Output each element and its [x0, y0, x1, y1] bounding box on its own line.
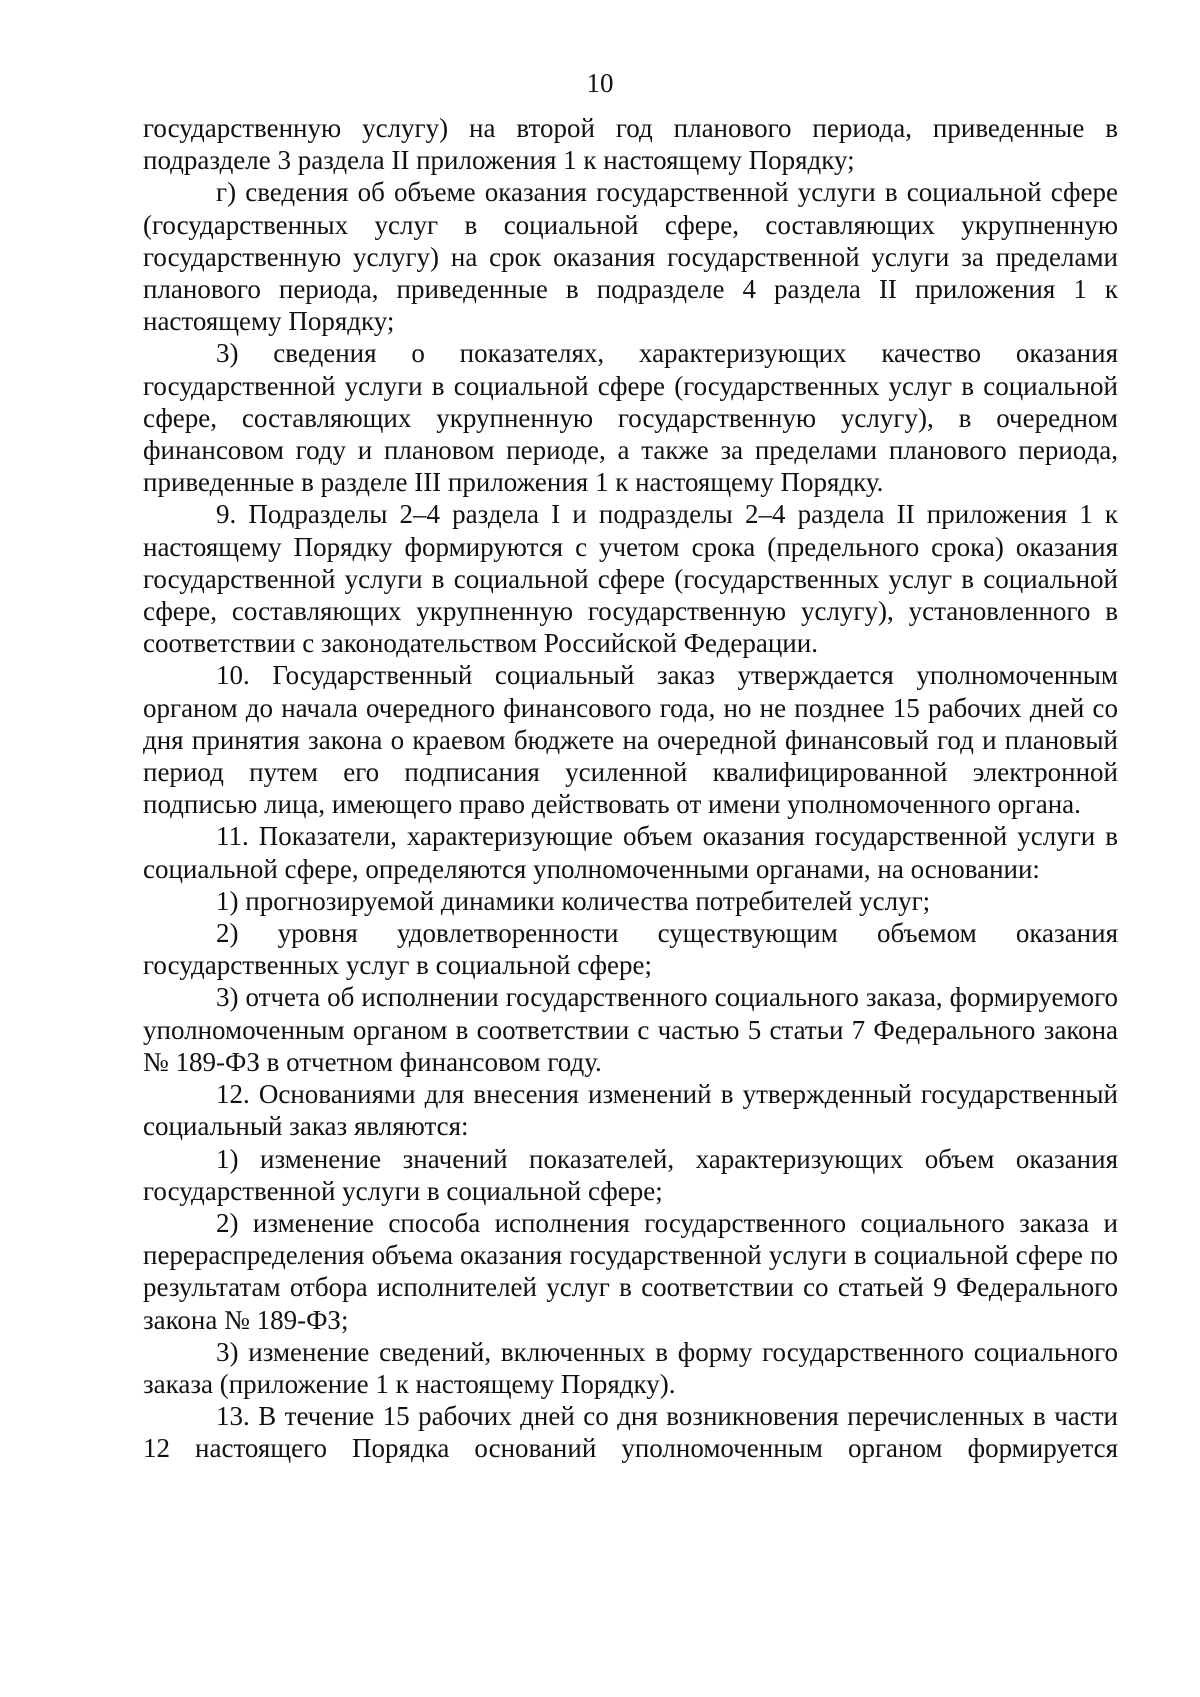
- paragraph-item-3-quality: 3) сведения о показателях, характеризующих качество оказания государственной услуги в социальной сфере (государственных услуг в социальной сфере, составляющих укрупненную государственную услугу), в очередном финансовом году и плановом периоде, а также за пределами планового периода, приведенные в разделе III приложения 1 к настоящему Порядку.: [143, 338, 1118, 498]
- paragraph-clause-11: 11. Показатели, характеризующие объем оказания государственной услуги в социальной сфере, определяются уполномоченными органами, на основании:: [143, 821, 1118, 884]
- paragraph-clause-9: 9. Подразделы 2–4 раздела I и подразделы 2–4 раздела II приложения 1 к настоящему Порядку формируются с учетом срока (предельного срока) оказания государственной услуги в социальной сфере (государственных услуг в социальной сфере, составляющих укрупненную государственную услугу), установленного в соответствии с законодательством Российской Федерации.: [143, 499, 1118, 659]
- paragraph-clause-12-item-1: 1) изменение значений показателей, характеризующих объем оказания государственной услуги в социальной сфере;: [143, 1143, 1118, 1206]
- paragraph-clause-10: 10. Государственный социальный заказ утверждается уполномоченным органом до начала очередного финансового года, но не позднее 15 рабочих дней со дня принятия закона о краевом бюджете на очередной финансовый год и плановый период путем его подписания усиленной квалифицированной электронной подписью лица, имеющего право действовать от имени уполномоченного органа.: [143, 660, 1118, 820]
- paragraph-clause-11-item-2: 2) уровня удовлетворенности существующим объемом оказания государственных услуг в социальной сфере;: [143, 918, 1118, 981]
- paragraph-clause-12: 12. Основаниями для внесения изменений в утвержденный государственный социальный заказ являются:: [143, 1079, 1118, 1142]
- paragraph-clause-12-item-3: 3) изменение сведений, включенных в форму государственного социального заказа (приложение 1 к настоящему Порядку).: [143, 1336, 1118, 1399]
- paragraph-continuation: государственную услугу) на второй год планового периода, приведенные в подразделе 3 раздела II приложения 1 к настоящему Порядку;: [143, 113, 1118, 176]
- document-body: [143, 112, 1118, 1465]
- paragraph-clause-13: 13. В течение 15 рабочих дней со дня возникновения перечисленных в части 12 настоящего Порядка оснований уполномоченным органом формируется: [143, 1401, 1118, 1464]
- paragraph-clause-11-item-3: 3) отчета об исполнении государственного социального заказа, формируемого уполномоченным органом в соответствии с частью 5 статьи 7 Федерального закона № 189-ФЗ в отчетном финансовом году.: [143, 982, 1118, 1077]
- paragraph-clause-11-item-1: 1) прогнозируемой динамики количества потребителей услуг;: [216, 885, 931, 916]
- paragraph-clause-12-item-2: 2) изменение способа исполнения государственного социального заказа и перераспределения объема оказания государственной услуги в социальной сфере по результатам отбора исполнителей услуг в соответствии со статьей 9 Федерального закона № 189-ФЗ;: [143, 1207, 1118, 1335]
- page-number: 10: [586, 68, 614, 98]
- paragraph-item-g: г) сведения об объеме оказания государственной услуги в социальной сфере (государственных услуг в социальной сфере, составляющих укрупненную государственную услугу) на срок оказания государственной услуги за пределами планового периода, приведенные в подразделе 4 раздела II приложения 1 к настоящему Порядку;: [143, 177, 1118, 337]
